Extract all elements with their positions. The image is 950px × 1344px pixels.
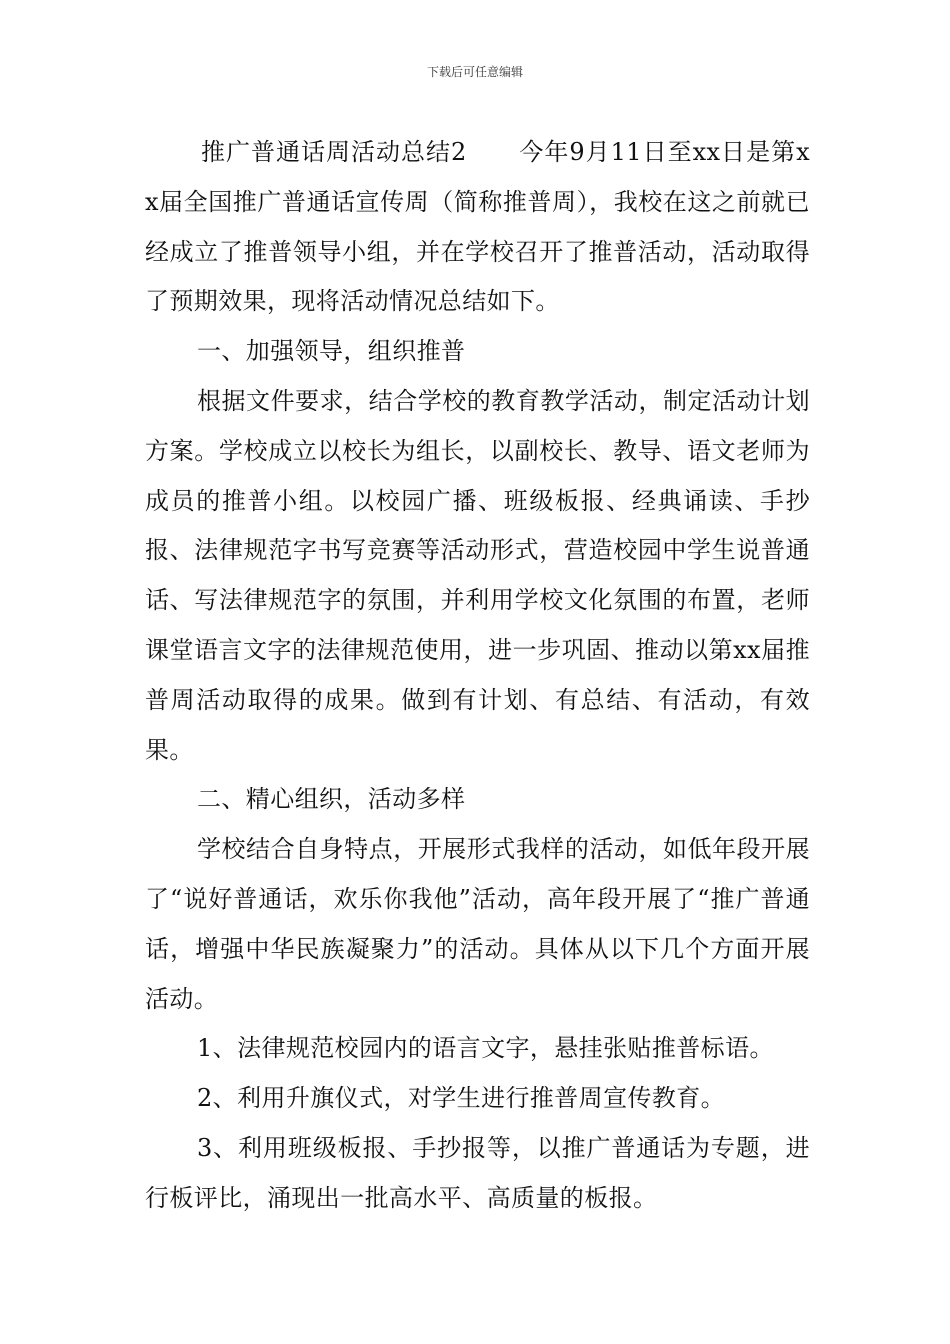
document-body [145,128,810,1224]
page-header: 下载后可任意编辑 [426,65,523,79]
document-title: 推广普通话周活动总结2 [201,138,467,166]
list-item-3: 3、利用班级板报、手抄报等，以推广普通话为专题，进行板评比，涌现出一批高水平、高质量的板报。 [145,1133,810,1212]
title-paragraph [145,128,810,327]
section2-body: 学校结合自身特点，开展形式我样的活动，如低年段开展了“说好普通话，欢乐你我他”活动，高年段开展了“推广普通话，增强中华民族凝聚力”的活动。具体从以下几个方面开展活动。 [145,835,810,1013]
list-item-2: 2、利用升旗仪式，对学生进行推普周宣传教育。 [197,1084,726,1113]
intro-text: 今年9月11日至xx日是第xx届全国推广普通话宣传周（简称推普周），我校在这之前就已经成立了推普领导小组，并在学校召开了推普活动，活动取得了预期效果，现将活动情况总结如下。 [145,138,811,316]
section1-body: 根据文件要求，结合学校的教育教学活动，制定活动计划方案。学校成立以校长为组长，以副校长、教导、语文老师为成员的推普小组。以校园广播、班级板报、经典诵读、手抄报、法律规范字书写竞赛等活动形式，营造校园中学生说普通话、写法律规范字的氛围，并利用学校文化氛围的布置，老师课堂语言文字的法律规范使用，进一步巩固、推动以第xx届推普周活动取得的成果。做到有计划、有总结、有活动，有效果。 [145,386,810,764]
section2-heading: 二、精心组织，活动多样 [197,785,466,814]
section1-heading: 一、加强领导，组织推普 [197,337,466,366]
list-item-1: 1、法律规范校园内的语言文字，悬挂张贴推普标语。 [197,1034,774,1063]
